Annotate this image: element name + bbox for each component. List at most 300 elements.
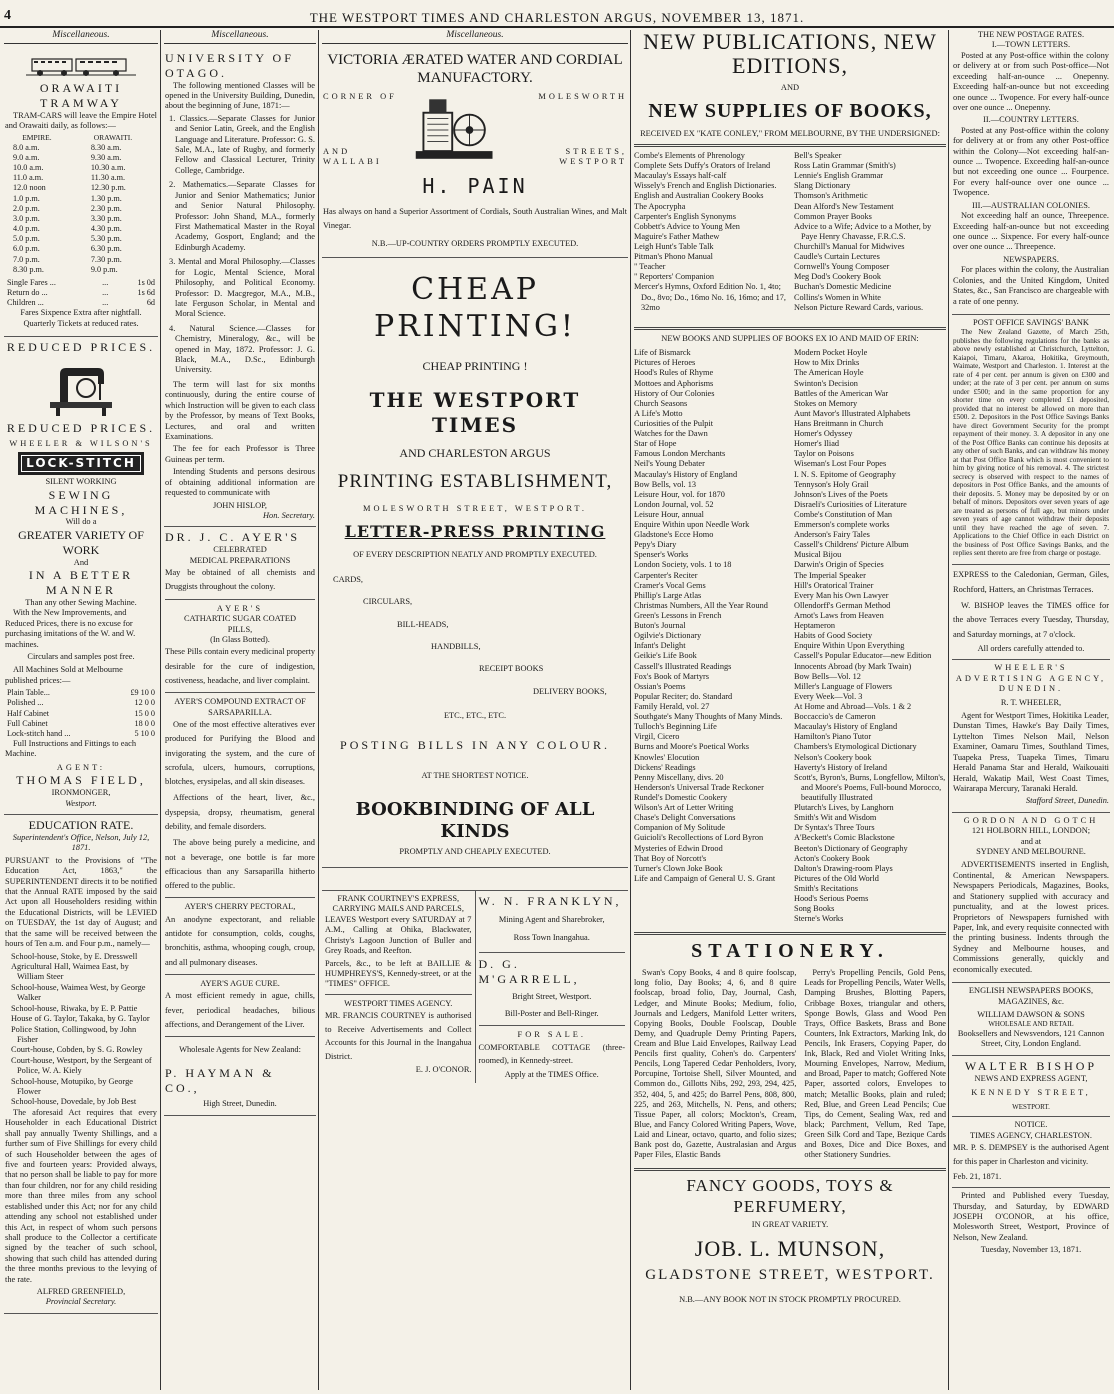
book-list-1-left xyxy=(634,151,786,313)
list-item: Cornwell's Young Composer xyxy=(794,262,890,272)
fare-row xyxy=(5,278,157,288)
list-item: Lennie's English Grammar xyxy=(794,171,884,181)
price-cell: 15 0 0 xyxy=(134,708,155,718)
column-rule xyxy=(630,30,631,1390)
courtney-text: LEAVES Westport every SATURDAY at 7 A.M., Calling at Ohika, Blackwater, Christy's Lagoon Junction of Buller and Grey Roads, and Reefton. xyxy=(325,914,472,956)
timetable-row xyxy=(5,143,157,153)
list-item: Modern Pocket Hoyle xyxy=(794,348,868,358)
list-item: Rundel's Domestic Cookery xyxy=(634,793,728,802)
notice-title: NOTICE. xyxy=(1014,1120,1048,1130)
silent-working: SILENT WORKING xyxy=(45,477,117,487)
timetable-cell: 4.0 p.m. xyxy=(13,224,40,234)
compound-title: AYER'S COMPOUND EXTRACT OF xyxy=(174,697,306,707)
timetable-row xyxy=(5,244,157,254)
courtney-title: FRANK COURTNEY'S EXPRESS, xyxy=(337,893,460,903)
list-item: Buton's Journal xyxy=(634,621,686,631)
timetable-cell: 1.30 p.m. xyxy=(90,193,122,203)
timetable-row xyxy=(5,194,157,204)
tramway-text: TRAM-CARS will leave the Empire Hotel and Orawaiti daily, as follows:— xyxy=(5,110,157,130)
list-item: Scott's, Byron's, Burns, Longfellow, Milton's, and Moore's Poems, Full-bound Morocco, beautifully Illustrated xyxy=(794,772,946,802)
education-signature: ALFRED GREENFIELD, xyxy=(36,1287,126,1297)
list-item: Homer's Odyssey xyxy=(794,429,853,439)
agency-title: WESTPORT TIMES AGENCY. xyxy=(344,998,453,1008)
list-item: Cassell's Childrens' Picture Album xyxy=(794,540,909,550)
australian-colonies-title: III.—AUSTRALIAN COLONIES. xyxy=(972,200,1090,210)
list-item: Curiosities of the Pulpit xyxy=(634,418,714,428)
mgarrell-address: Bright Street, Westport. xyxy=(512,992,592,1002)
otago-term: The term will last for six months continuously, during the entire course of which Instruction will be given to each class by the Professor, by means of Text Books, Lectures, and oral and written Examinations. xyxy=(165,379,315,442)
and-label: AND xyxy=(780,83,800,93)
list-item: Police Station, Collingwood, by John Fisher xyxy=(11,1024,137,1044)
franklyn-name: W. N. FRANKLYN, xyxy=(478,893,622,908)
list-item: Life of Bismarck xyxy=(634,348,691,358)
gordon-sydney: SYDNEY AND MELBOURNE. xyxy=(976,847,1086,857)
ayer-title: DR. J. C. AYER'S xyxy=(165,530,301,545)
list-item: Hood's Rules of Rhyme xyxy=(634,368,714,378)
agency-signature: E. J. O'CONOR. xyxy=(415,1064,472,1074)
timetable-cell: 1.0 p.m. xyxy=(13,193,40,203)
book-list-2-left xyxy=(634,348,786,924)
tram-car-illustration xyxy=(26,53,136,79)
list-item: How to Mix Drinks xyxy=(794,358,860,368)
price-cell: Full Cabinet xyxy=(7,718,48,728)
sarsaparilla-text-2: Affections of the heart, liver, &c., dyspepsia, dropsy, rheumatism, general debility, and female disorders. xyxy=(165,793,315,832)
sewing-machine-ad xyxy=(4,337,158,815)
education-signature-role: Provincial Secretary. xyxy=(45,1297,117,1307)
column-5 xyxy=(952,30,1110,1390)
column-2 xyxy=(164,30,316,1390)
list-item: Swinton's Decision xyxy=(794,378,858,388)
ayers-label: AYER'S xyxy=(216,603,264,613)
wheeler-wilson-title: WHEELER & WILSON'S xyxy=(9,439,153,448)
otago-signature: JOHN HISLOP, xyxy=(213,500,267,510)
munson-name: JOB. L. MUNSON, xyxy=(694,1235,886,1261)
list-item: Bow Bells—Vol. 12 xyxy=(794,671,861,681)
new-books-heading: NEW BOOKS AND SUPPLIES OF BOOKS EX IO AND MAID OF ERIN: xyxy=(661,333,919,343)
list-item: Bow Bells, vol. 13 xyxy=(634,479,696,489)
received-line: RECEIVED EX "KATE CONLEY," FROM MELBOURNE, BY THE UNDERSIGNED: xyxy=(640,128,940,138)
list-item: Macaulay's History of England xyxy=(634,469,738,479)
list-item: Wissely's French and English Dictionaries. xyxy=(634,181,777,191)
delivery-books-line: DELIVERY BOOKS, xyxy=(533,686,607,696)
timetable-cell: 7.30 p.m. xyxy=(90,254,122,264)
list-item: Cassell's Popular Educator—new Edition xyxy=(794,651,932,661)
bishop-text: W. BISHOP leaves the TIMES office for the above Terraces every Tuesday, Thursday, and Saturday mornings, at 7 o'clock. xyxy=(953,601,1109,639)
list-item: Enquire Within Upon Everything xyxy=(794,641,905,651)
timetable-cell: 4.30 p.m. xyxy=(90,224,122,234)
charleston-agency-notice xyxy=(952,1117,1110,1188)
list-item: A'Beckett's Comic Blackstone xyxy=(794,833,895,843)
list-item: Hill's Oratorical Trainer xyxy=(794,580,874,590)
list-item: The Imperial Speaker xyxy=(794,570,866,580)
list-item: History of Our Colonies xyxy=(634,388,715,398)
wheeler-agency-ad xyxy=(952,660,1110,812)
stationery-heading: STATIONERY. xyxy=(691,940,889,963)
price-cell: Lock-stitch hand ... xyxy=(7,728,71,738)
savings-bank-notice xyxy=(952,315,1110,566)
masthead-title: THE WESTPORT TIMES AND CHARLESTON ARGUS, NOVEMBER 13, 1871. xyxy=(309,10,805,25)
list-item: Homer's Iliad xyxy=(794,439,840,449)
price-row xyxy=(5,709,157,719)
timetable-row xyxy=(5,183,157,193)
will-do: Will do a xyxy=(65,517,97,527)
list-item: Leisure Hour, annual xyxy=(634,509,704,519)
list-item: Common Prayer Books xyxy=(794,211,872,221)
town-letters-text: Posted at any Post-office within the colony or delivery at or from such Post-office—Not exceeding half-an-ounce ... Onepenny. Exceeding half-an-ounce but not exceeding one ounce ... Twopence. For every half-ounce over one ounce ... Onepenny. xyxy=(953,50,1109,112)
pills-text: These Pills contain every medicinal property desirable for the cure of indigestion, costiveness, headache, and liver complaint. xyxy=(165,647,316,685)
price-row xyxy=(5,688,157,698)
education-act-text: The aforesaid Act requires that every Householder in each Educational District shall pay annually Twenty Shillings, and a further sum of Five Shillings for every child of such Householder between the ages of five and fourteen years: Provided always, that no person shall be liable to pay for more than four children, nor for any child residing more than three miles from any school established under this Act; nor for any child attending any school not established under this Act, in respect of whom such persons shall produce to the Collector a certificate signed by the teacher of such school, showing that such child has attended during the three months previous to the levying of the rate. xyxy=(5,1107,157,1284)
list-item: Dalton's Drawing-room Plays xyxy=(794,863,893,873)
charleston-argus-name: AND CHARLESTON ARGUS xyxy=(399,445,551,460)
timetable-row xyxy=(5,265,157,275)
list-item: School-house, Riwaka, by E. P. Pattie xyxy=(11,1003,138,1013)
list-item: Beeton's Dictionary of Geography xyxy=(794,843,908,853)
gordon-gotch-ad xyxy=(952,813,1110,983)
postage-rates-notice xyxy=(952,30,1110,315)
for-sale-heading: FOR SALE. xyxy=(517,1030,586,1040)
list-item: London Journal, vol. 52 xyxy=(634,499,714,509)
list-item: " Reporters' Companion xyxy=(634,272,715,282)
timetable-cell: 6.0 p.m. xyxy=(13,244,40,254)
list-item: Court-house, Westport, by the Sergeant of Police, W. A. Kiely xyxy=(11,1055,152,1076)
agency-charleston: TIMES AGENCY, CHARLESTON. xyxy=(969,1130,1093,1140)
ague-title: AYER'S AGUE CURE. xyxy=(200,978,280,988)
education-office: Superintendent's Office, Nelson, July 12, 1871. xyxy=(12,832,150,853)
list-item: Anderson's Fairy Tales xyxy=(794,530,870,540)
timetable-cell: 7.0 p.m. xyxy=(13,254,40,264)
courtney-parcels: Parcels, &c., to be left at BAILLIE & HUMPHREYS'S, Kennedy-street, or at the "TIMES" OFFICE. xyxy=(325,958,472,989)
list-item: Leisure Hour, vol. for 1870 xyxy=(634,489,725,499)
list-item: Ogilvie's Dictionary xyxy=(634,631,702,641)
price-cell: 5 10 0 xyxy=(134,728,155,738)
otago-intending: Intending Students and persons desirous of obtaining additional information are requested to communicate with xyxy=(165,467,315,498)
timetable-cell: 6.30 p.m. xyxy=(90,244,122,254)
list-item: Star of Hope xyxy=(634,439,677,449)
list-item: Chambers's Etymological Dictionary xyxy=(794,742,917,752)
apply-text: Apply at the TIMES Office. xyxy=(504,1069,599,1079)
timetable-row xyxy=(5,204,157,214)
timetable-cell: 8.30 p.m. xyxy=(13,264,44,274)
list-item: Battles of the American War xyxy=(794,388,889,398)
hayman-address: High Street, Dunedin. xyxy=(203,1099,277,1109)
wheeler-title: WHEELER'S ADVERTISING AGENCY, DUNEDIN. xyxy=(955,663,1107,694)
price-cell: 18 0 0 xyxy=(134,718,155,728)
improvements-text: With the New Improvements, and Reduced Prices, there is no excuse for purchasing imitations of the W. and W. machines. xyxy=(5,608,136,649)
franklyn-address: Ross Town Inangahua. xyxy=(513,933,590,943)
masthead xyxy=(0,6,1114,28)
shortest-notice: AT THE SHORTEST NOTICE. xyxy=(421,770,529,780)
column-rule xyxy=(160,30,161,1390)
list-item: School-house, Stoke, by E. Dresswell xyxy=(11,951,138,961)
agent-label: AGENT: xyxy=(56,762,106,772)
list-item: Pitman's Phono Manual xyxy=(634,252,713,262)
list-item: Famous London Merchants xyxy=(634,449,726,459)
timetable-cell: 5.0 p.m. xyxy=(13,234,40,244)
list-item: Innocents Abroad (by Mark Twain) xyxy=(794,661,912,671)
agent-place: Westport. xyxy=(65,798,97,808)
list-item: Carpenter's Reciter xyxy=(634,570,698,580)
list-item: School-house, Motupiko, by George Flower xyxy=(11,1076,133,1097)
list-item: Miller's Language of Flowers xyxy=(794,681,893,691)
glass-label: (In Glass Botted). xyxy=(210,634,270,644)
list-item: Bell's Speaker xyxy=(794,151,842,161)
list-item: Buchan's Domestic Medicine xyxy=(794,282,892,292)
list-item: Musical Bijou xyxy=(794,550,842,560)
wholesale-agents: Wholesale Agents for New Zealand: xyxy=(179,1045,301,1055)
list-item: Wiseman's Lost Four Popes xyxy=(794,459,887,469)
posting-bills: POSTING BILLS IN ANY COLOUR. xyxy=(340,737,610,752)
list-item: Stokes on Memory xyxy=(794,398,858,408)
postage-title: THE NEW POSTAGE RATES. xyxy=(977,30,1085,39)
list-item: Plutarch's Lives, by Langhorn xyxy=(794,803,894,813)
reduced-prices-heading: REDUCED PRICES. xyxy=(6,421,156,436)
list-item: 2. Mathematics.—Separate Classes for Junior and Senior Mathematics; Junior and Senior Natural Philosophy. Professor: John Shand, M.A., formerly First Mathematical Master in the Royal Academy, Gosport, England; and the Edinburgh Academy. xyxy=(169,180,315,252)
express-text: EXPRESS to the Caledonian, German, Giles, Rochford, Hatters, an Christmas Terraces. xyxy=(953,570,1109,594)
tramway-ad xyxy=(4,48,158,337)
imprint xyxy=(952,1188,1110,1259)
list-item: Leigh Hunt's Table Talk xyxy=(634,242,714,251)
list-item: Nelson's Cookery book xyxy=(794,752,872,762)
agent-name: THOMAS FIELD, xyxy=(16,773,146,788)
dawson-name: WILLIAM DAWSON & SONS xyxy=(977,1009,1085,1019)
list-item: Macaulay's Essays half-calf xyxy=(634,171,727,181)
list-item: Virgil, Cicero xyxy=(634,732,680,742)
page-number: 4 xyxy=(4,8,11,23)
timetable-row xyxy=(5,163,157,173)
receipt-books-line: RECEIPT BOOKS xyxy=(479,664,544,674)
book-list-1-right xyxy=(794,151,946,313)
circulars-text: Circulars and samples post free. xyxy=(27,651,135,661)
dawson-ad xyxy=(952,983,1110,1056)
tramway-title: ORAWAITI TRAMWAY xyxy=(39,80,123,110)
new-supplies-heading: NEW SUPPLIES OF BOOKS, xyxy=(648,99,932,122)
list-item: Dean Alford's New Testament xyxy=(794,201,894,211)
timetable-cell: 5.30 p.m. xyxy=(90,234,122,244)
list-item: Aunt Mavor's Illustrated Alphabets xyxy=(794,408,911,418)
molesworth-street: MOLESWORTH STREET, WESTPORT. xyxy=(363,504,587,513)
savings-title: POST OFFICE SAVINGS' BANK xyxy=(973,317,1089,327)
lock-stitch-logo: LOCK-STITCH xyxy=(18,452,144,475)
bottom-ads-row xyxy=(322,890,628,1083)
country-letters-text: Posted at any Post-office within the colony for delivery at or from any other Post-office within the Colony—Not exceeding half-an-ounce ... Twopence. Exceeding half-an-ounce but not exceeding one ounce ... Fourpence. For every half-ounce over one ounce ... Twopence. xyxy=(953,125,1109,198)
list-item: Green's Lessons in French xyxy=(634,611,722,621)
timetable-cell: 3.0 p.m. xyxy=(13,213,40,223)
book-list-2-right xyxy=(794,348,946,924)
dempsey-text: MR. P. S. DEMPSEY is the authorised Agent for this paper in Charleston and vicinity. xyxy=(953,1143,1109,1167)
timetable-header: EMPIRE. xyxy=(22,133,52,143)
list-item: Mysteries of Edwin Drood xyxy=(634,843,723,853)
mgarrell-role: Bill-Poster and Bell-Ringer. xyxy=(504,1008,599,1018)
timetable-cell: 11.30 a.m. xyxy=(90,173,126,183)
list-item: Family Herald, vol. 27 xyxy=(634,702,710,712)
timetable-cell: 2.30 p.m. xyxy=(90,203,122,213)
gordon-address: 121 HOLBORN HILL, LONDON; xyxy=(971,826,1091,836)
list-item: Infant's Delight xyxy=(634,641,686,651)
list-item: Hans Breitmann in Church xyxy=(794,418,884,428)
list-item: Complete Sets Duffy's Orators of Ireland xyxy=(634,161,771,171)
instructions-text: Full Instructions and Fittings to each Machine. xyxy=(5,739,137,759)
savings-text: The New Zealand Gazette, of March 25th, publishes the following regulations for the banks as above newly established at Christchurch, Lyttelton, Kaiapoi, Timaru, Akaroa, Hokitika, Greymouth, Waimate, Westport and Charleston. 1. Interest at the rate of 4 per cent. per annum is given on £300 and under; at the rate of 3 per cent. per annum on sums under £500; and in the same proportion for any shorter time on every completed £1 deposited, provided that no interest be allowed on more than £500. 2. Depositors in the Post Office Savings Banks have direct Government Security for the prompt repayment of their money. 3. A depositor in any one of the Post Office Banks can continue his deposits at any other of such Banks, and can withdraw his money at that Post Office Bank which is most convenient to him by giving notice of his removal. 4. The strictest secrecy is observed with respect to the names of depositors in Post Office Banks, and the amounts of their deposits. 5. Money may be deposited by or on behalf of minors. Depositors over seven years of age are treated as persons of full age, but minors under seven years of age cannot withdraw their deposits until they have reached the age of seven. 7. Applications to the Chief Office in each District on the business of Post Office Savings Banks, and the replies sent thereto are free from charge or postage. xyxy=(953,328,1109,557)
column-1 xyxy=(4,30,158,1390)
better-manner: IN A BETTER MANNER xyxy=(28,568,134,597)
fare-cell: Children ... xyxy=(7,298,44,308)
list-item: At Home and Abroad—Vols. 1 & 2 xyxy=(794,702,912,712)
list-item: A Life's Motto xyxy=(634,408,683,418)
victoria-aerated-water-ad xyxy=(322,48,628,258)
list-item: Smith's Wit and Wisdom xyxy=(794,813,877,823)
list-item: Every Week—Vol. 3 xyxy=(794,691,863,701)
list-item: Mercer's Hymns, Oxford Edition No. 1, 4to; Do., 8vo; Do., 16mo No. 16, 16mo; and 17, 32mo xyxy=(634,282,786,312)
list-item: Dickens' Readings xyxy=(634,762,696,772)
agency-text: MR. FRANCIS COURTNEY is authorised to Receive Advertisements and Collect Accounts for this Journal in the Inangahua District. xyxy=(325,1011,472,1061)
list-item: Sterne's Works xyxy=(794,914,844,924)
otago-classes xyxy=(165,114,315,376)
list-item: The Apocrypha xyxy=(634,201,686,211)
than-any-other: Than any other Sewing Machine. xyxy=(25,597,137,607)
cherry-title: AYER'S CHERRY PECTORAL, xyxy=(184,902,296,912)
fancy-goods-heading: FANCY GOODS, TOYS & PERFUMERY, xyxy=(686,1176,894,1217)
ayer-medical: MEDICAL PREPARATIONS xyxy=(189,555,291,565)
country-letters-title: II.—COUNTRY LETTERS. xyxy=(983,115,1079,125)
timetable-cell: 12.30 p.m. xyxy=(90,183,126,193)
list-item: I. N. S. Epitome of Geography xyxy=(794,469,896,479)
and-wallabi: AND WALLABI xyxy=(323,146,382,167)
fare-row xyxy=(5,298,157,308)
list-item: Cobbett's Advice to Young Men xyxy=(634,221,740,231)
list-item: Court-house, Cobden, by S. G. Rowley xyxy=(11,1045,143,1055)
list-item: That Boy of Norcott's xyxy=(634,853,707,863)
list-item: Johnson's Lives of the Poets xyxy=(794,489,888,499)
timetable-row xyxy=(5,153,157,163)
list-item: Disraeli's Curiosities of Literature xyxy=(794,499,907,509)
list-item: Nelson Picture Reward Cards, various. xyxy=(794,302,924,312)
any-book-note: N.B.—ANY BOOK NOT IN STOCK PROMPTLY PROCURED. xyxy=(679,1294,901,1304)
list-item: Watches for the Dawn xyxy=(634,429,708,439)
handbills-line: HANDBILLS, xyxy=(431,641,481,651)
list-item: Enquire Within upon Needle Work xyxy=(634,520,750,530)
timetable-header: ORAWAITI. xyxy=(93,133,133,143)
list-item: Carpenter's English Synonyms xyxy=(634,211,736,221)
list-item: Penny Miscellany, divs. 20 xyxy=(634,772,724,782)
bookbinding-heading: BOOKBINDING OF ALL KINDS xyxy=(355,798,595,843)
timetable-cell: 3.30 p.m. xyxy=(90,213,122,223)
timetable-row xyxy=(5,173,157,183)
book-list-1 xyxy=(634,151,946,313)
list-item: Ross Latin Grammar (Smith's) xyxy=(794,161,896,171)
timetable-cell: 8.0 a.m. xyxy=(13,142,40,152)
fare-cell: Return do ... xyxy=(7,288,48,298)
gordon-at: and at xyxy=(1020,836,1042,846)
fare-cell: 1s 0d xyxy=(137,277,155,287)
stationery-left: Swan's Copy Books, 4 and 8 quire foolscap, long folio, Day Books; 4, 6, and 8 quire foolscap, broad folio, Day, Journal, Cash, Ledger, and Minute Books; Medium, folio, Journals and Ledgers, Manifold Letter writers, Copying Books, Double Foolscap, Double Demy, and Quadruple Demy Printing Papers, Cream and Blue Laid Envelopes, Railway Lead Pencils first quality, Cohen's do. Carpenters' Pencils, Long Tapered Cedar Penholders, Ivory, Porcupine, Tortoise Shell, Silver Mounted, and Common do., Gillotts Nibs, 292, 293, 294, 425, 352, 404, 5, and 425; do Barrel Pens, 808, 800, 225, and 263, Mitchells, N. Pens, and others; Tissue Paper, all colors; Mockton's, Cream, Blue, and Fancy Colored Writing Papers, Wove, Laid and Linear, octavo, quarto, and folio sizes; Bank post do, Gazette, Australasian and Argus Paper Files, Elastic Bands xyxy=(634,968,797,1160)
list-item: Hood's Serious Poems xyxy=(794,894,869,904)
list-item: Burns and Moore's Poetical Works xyxy=(634,742,749,752)
corner-of: CORNER OF xyxy=(323,92,397,102)
list-item: Spenser's Works xyxy=(634,550,689,560)
timetable-cell: 10.30 a.m. xyxy=(90,163,126,172)
list-item: Boccaccio's de Cameron xyxy=(794,712,876,722)
agent-role: IRONMONGER, xyxy=(51,788,111,798)
timetable-row xyxy=(5,214,157,224)
list-item: Maguire's Father Mathew xyxy=(634,231,720,241)
list-item: Advice to a Wife; Advice to a Mother, by Paye Henry Chavasse, F.R.C.S. xyxy=(794,221,932,241)
courtney-sub: CARRYING MAILS AND PARCELS, xyxy=(332,904,464,914)
franklyn-mgarrell-ads xyxy=(475,891,629,1083)
timetable-cell: 11.0 a.m. xyxy=(13,173,44,183)
wheeler-address: Stafford Street, Dunedin. xyxy=(1025,796,1109,806)
ayer-obtained: May be obtained of all chemists and Druggists throughout the colony. xyxy=(165,568,315,592)
list-item: " Teacher xyxy=(634,262,666,272)
victoria-title: VICTORIA ÆRATED WATER AND CORDIAL xyxy=(327,51,623,68)
cherry-text: An anodyne expectorant, and reliable antidote for consumption, colds, coughs, bronchitis, asthma, whooping cough, croup, and all pulmonary diseases. xyxy=(165,914,315,967)
courtney-express-ad xyxy=(322,891,475,1083)
list-item: Ossian's Poems xyxy=(634,681,686,691)
list-item: Pepy's Diary xyxy=(634,540,677,550)
list-item: Popular Reciter; do. Standard xyxy=(634,691,733,701)
fares-note: Fares Sixpence Extra after nightfall. Quarterly Tickets at reduced rates. xyxy=(20,308,142,328)
adverts-text: ADVERTISEMENTS inserted in English, Continental, & American Newspapers. Newspapers Periodicals, Magazines, Books, and Stationery supplied with accuracy and punctuality, and at the lowest prices. Proprietors of Newspapers furnished with Paper, Ink, and every requisite connected with the printing business. Indents through the Sydney and Melbourne houses, and Commissions generally, quickly and economically executed. xyxy=(953,860,1109,974)
column-heading: Miscellaneous. xyxy=(164,30,316,44)
fare-cell: Single Fares ... xyxy=(7,277,56,287)
list-item: London Society, vols. 1 to 18 xyxy=(634,560,732,570)
walter-name: WALTER BISHOP xyxy=(964,1058,1098,1073)
list-item: Arnot's Laws from Heaven xyxy=(794,611,884,621)
list-item: Ollendorff's German Method xyxy=(794,600,891,610)
machine-price-list xyxy=(5,688,157,739)
list-item: Cramer's Vocal Gems xyxy=(634,580,706,590)
dawson-sub: WHOLESALE AND RETAIL xyxy=(988,1020,1074,1029)
timetable-cell: 12.0 noon xyxy=(13,183,46,193)
list-item: Taylor on Poisons xyxy=(794,449,854,459)
great-variety: IN GREAT VARIETY. xyxy=(751,1220,829,1230)
list-item: School-house, Dovedale, by Job Best xyxy=(11,1097,137,1107)
new-publications-heading: NEW PUBLICATIONS, NEW EDITIONS, xyxy=(643,30,937,79)
list-item: Guicioli's Recollections of Lord Byron xyxy=(634,833,764,843)
list-item: Mottoes and Aphorisms xyxy=(634,378,714,388)
tram-timetable xyxy=(5,133,157,275)
list-item: Caudle's Curtain Lectures xyxy=(794,252,880,262)
list-item: Christmas Numbers, All the Year Round xyxy=(634,600,768,610)
column-rule xyxy=(948,30,949,1390)
list-item: Geikie's Life Book xyxy=(634,651,697,661)
list-item: Thomson's Arithmetic xyxy=(794,191,868,201)
otago-university-ad xyxy=(164,48,316,528)
column-heading: Miscellaneous. xyxy=(322,30,628,44)
stationery-right: Perry's Propelling Pencils, Gold Pens, Leads for Propelling Pencils, Water Wells, Damping Brushes, Blotting Papers, Cribbage Boxes, triangular and others, Sponge Bowls, Glass and Wood Pen Trays, Office Baskets, Brass and Bone Counters, Ink Extractors, Marking Ink, do Pencils, Ink Erasers, Copying Paper, do Ink, Black, Red and Violet Writing Inks, Mourning Envelopes, Narrow, Medium, and Broad, Paper to match; Goffered Note Paper, assorted colors, Envelopes to match; Metallic Books, plain and ruled; Red, Blue, and Green Lead Pencils; Cue Tips, do Cement, Sealing Wax, red and black; Parchment, Vellum, Red Tape, Green Silk Cord and Tape, Bezique Cards and Boxes, Dice and Dice Boxes, and other Stationery Sundries. xyxy=(804,968,946,1160)
otago-intro: The following mentioned Classes will be opened in the University Building, Dunedin, about the beginning of June, 1871:— xyxy=(165,80,315,111)
gordon-title: GORDON AND GOTCH xyxy=(963,815,1099,825)
printing-establishment: PRINTING ESTABLISHMENT, xyxy=(337,471,613,493)
cheap-printing-banner: CHEAP PRINTING! xyxy=(373,271,576,344)
newspapers-title: NEWSPAPERS. xyxy=(1003,254,1059,264)
list-item: Every Man his Own Lawyer xyxy=(794,590,889,600)
aerated-water-machine-illustration xyxy=(410,92,498,168)
education-text: PURSUANT to the Provisions of "The Education Act, 1863," the SUPERINTENDENT directs it to be notified that the Annual RATE imposed by the said Act upon all Householders residing within the Educational Districts, will be LEVIED on TUESDAY, the 1st day of August; and that the same will be received between the hours of Ten a.m. and Four p.m., namely— xyxy=(5,855,157,949)
cathartic-label: CATHARTIC SUGAR COATED xyxy=(183,614,297,624)
list-item: Song Books xyxy=(794,904,835,914)
list-item: Cassell's Illustrated Readings xyxy=(634,661,732,671)
list-item: Acton's Cookery Book xyxy=(794,853,870,863)
h-pain-name: H. PAIN xyxy=(422,173,528,198)
price-row xyxy=(5,729,157,739)
all-machines-text: All Machines Sold at Melbourne published prices:— xyxy=(5,665,123,685)
ayer-medicines-ad xyxy=(164,527,316,1115)
timetable-row xyxy=(5,234,157,244)
list-item: Pictures of the Old World xyxy=(794,873,879,883)
list-item: Tennyson's Holy Grail xyxy=(794,479,869,489)
wheeler-text: Agent for Westport Times, Hokitika Leader, Dunstan Times, Hawke's Bay Daily Times, Lyttelton Times Nelson Mail, Nelson Examiner, Oamaru Times, Southland Times, Tuapeka Press, Tuapeka Times, Timaru Herald Panama Star and Herald, Waikouaiti Herald, Wakatip Mail, West Coast Times, Wairarapa Mercury, Taranaki Herald. xyxy=(953,710,1109,793)
